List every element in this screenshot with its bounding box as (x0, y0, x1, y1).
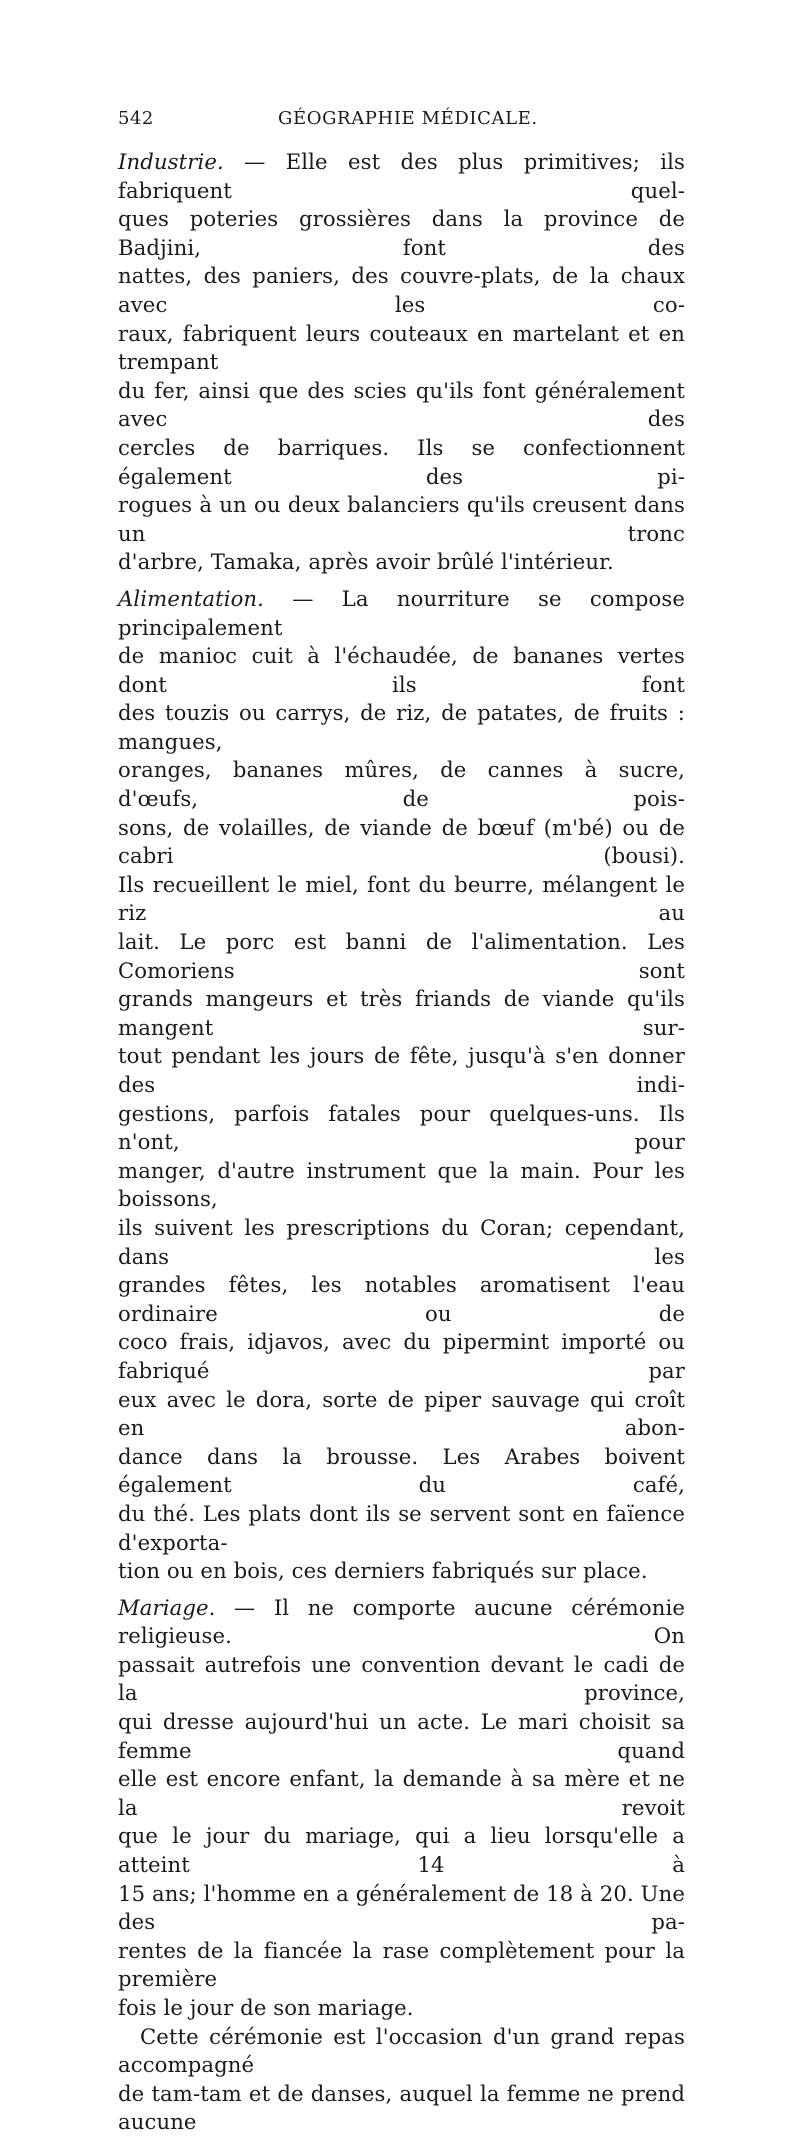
text-line: grands mangeurs et très friands de viande qu'ils mangent sur- (118, 986, 685, 1040)
text-line: passait autrefois une convention devant le cadi de la province, (118, 1651, 685, 1706)
text-line: Ils recueillent le miel, font du beurre, mélangent le riz au (118, 871, 685, 926)
text-line: rentes de la fiancée la rase complètement pour la première (118, 1937, 685, 1992)
text-line: du fer, ainsi que des scies qu'ils font généralement avec des (118, 377, 685, 432)
paragraph-ceremonie (118, 2023, 685, 2137)
text-line: cercles de barriques. Ils se confectionnent également des pi- (118, 434, 685, 489)
text-line: que le jour du mariage, qui a lieu lorsqu'elle a atteint 14 à (118, 1823, 685, 1878)
text-line: elle est encore enfant, la demande à sa mère et ne la revoit (118, 1766, 685, 1820)
text-line: Alimentation. — La nourriture se compose principalement (118, 585, 685, 640)
text-line: Industrie. — Elle est des plus primitives; ils fabriquent quel- (118, 149, 685, 203)
text-line: fois le jour de son mariage. (118, 1995, 414, 2020)
book-page (118, 108, 685, 2137)
text-line: dance dans la brousse. Les Arabes boivent également du café, (118, 1443, 685, 1498)
text-line: eux avec le dora, sorte de piper sauvage qui croît en abon- (118, 1386, 685, 1441)
running-title: GÉOGRAPHIE MÉDICALE. (278, 108, 538, 129)
text-line: d'arbre, Tamaka, après avoir brûlé l'intérieur. (118, 549, 614, 575)
section-heading-industrie: Industrie. (118, 149, 224, 174)
section-heading-alimentation: Alimentation. (118, 585, 265, 611)
text-line: grandes fêtes, les notables aromatisent l'eau ordinaire ou de (118, 1272, 685, 1326)
text-line: coco frais, idjavos, avec du pipermint importé ou fabriqué par (118, 1329, 685, 1383)
text-line: Cette cérémonie est l'occasion d'un grand repas accompagné (118, 2023, 685, 2078)
text-line: Mariage. — Il ne comporte aucune cérémonie religieuse. On (118, 1594, 685, 1649)
text-line: ques poteries grossières dans la province de Badjini, font des (118, 206, 685, 260)
text-line: oranges, bananes mûres, de cannes à sucre, d'œufs, de pois- (118, 757, 685, 812)
text-line: rogues à un ou deux balanciers qu'ils creusent dans un tronc (118, 492, 685, 546)
text-line: 15 ans; l'homme en a généralement de 18 à 20. Une des pa- (118, 1880, 685, 1935)
text-line: de manioc cuit à l'échaudée, de bananes vertes dont ils font (118, 643, 685, 697)
text-line: gestions, parfois fatales pour quelques-uns. Ils n'ont, pour (118, 1100, 685, 1155)
text-line: des touzis ou carrys, de riz, de patates, de fruits : mangues, (118, 700, 685, 754)
section-heading-mariage: Mariage. (118, 1594, 216, 1620)
text-line: qui dresse aujourd'hui un acte. Le mari choisit sa femme quand (118, 1709, 685, 1763)
running-head (118, 108, 685, 148)
text-line: raux, fabriquent leurs couteaux en martelant et en trempant (118, 320, 685, 375)
text-line: tion ou en bois, ces derniers fabriqués sur place. (118, 1558, 648, 1584)
paragraph-alimentation (118, 585, 685, 1586)
text-line: du thé. Les plats dont ils se servent sont en faïence d'exporta- (118, 1500, 685, 1555)
dash-separator: — (215, 1594, 274, 1620)
text-line: de tam-tam et de danses, auquel la femme ne prend aucune (118, 2080, 685, 2135)
text-line: tout pendant les jours de fête, jusqu'à s'en donner des indi- (118, 1043, 685, 1097)
text-line: manger, d'autre instrument que la main. Pour les boissons, (118, 1157, 685, 1212)
text-line: lait. Le porc est banni de l'alimentation. Les Comoriens sont (118, 929, 685, 983)
text-line: sons, de volailles, de viande de bœuf (m'bé) ou de cabri (bousi). (118, 814, 685, 869)
dash-separator: — (264, 585, 342, 611)
paragraph-mariage (118, 1594, 685, 2023)
text-line: nattes, des paniers, des couvre-plats, de la chaux avec les co- (118, 263, 685, 317)
dash-separator: — (223, 149, 286, 174)
text-line: ils suivent les prescriptions du Coran; cependant, dans les (118, 1214, 685, 1269)
paragraph-industrie (118, 148, 685, 577)
page-number: 542 (118, 108, 154, 129)
